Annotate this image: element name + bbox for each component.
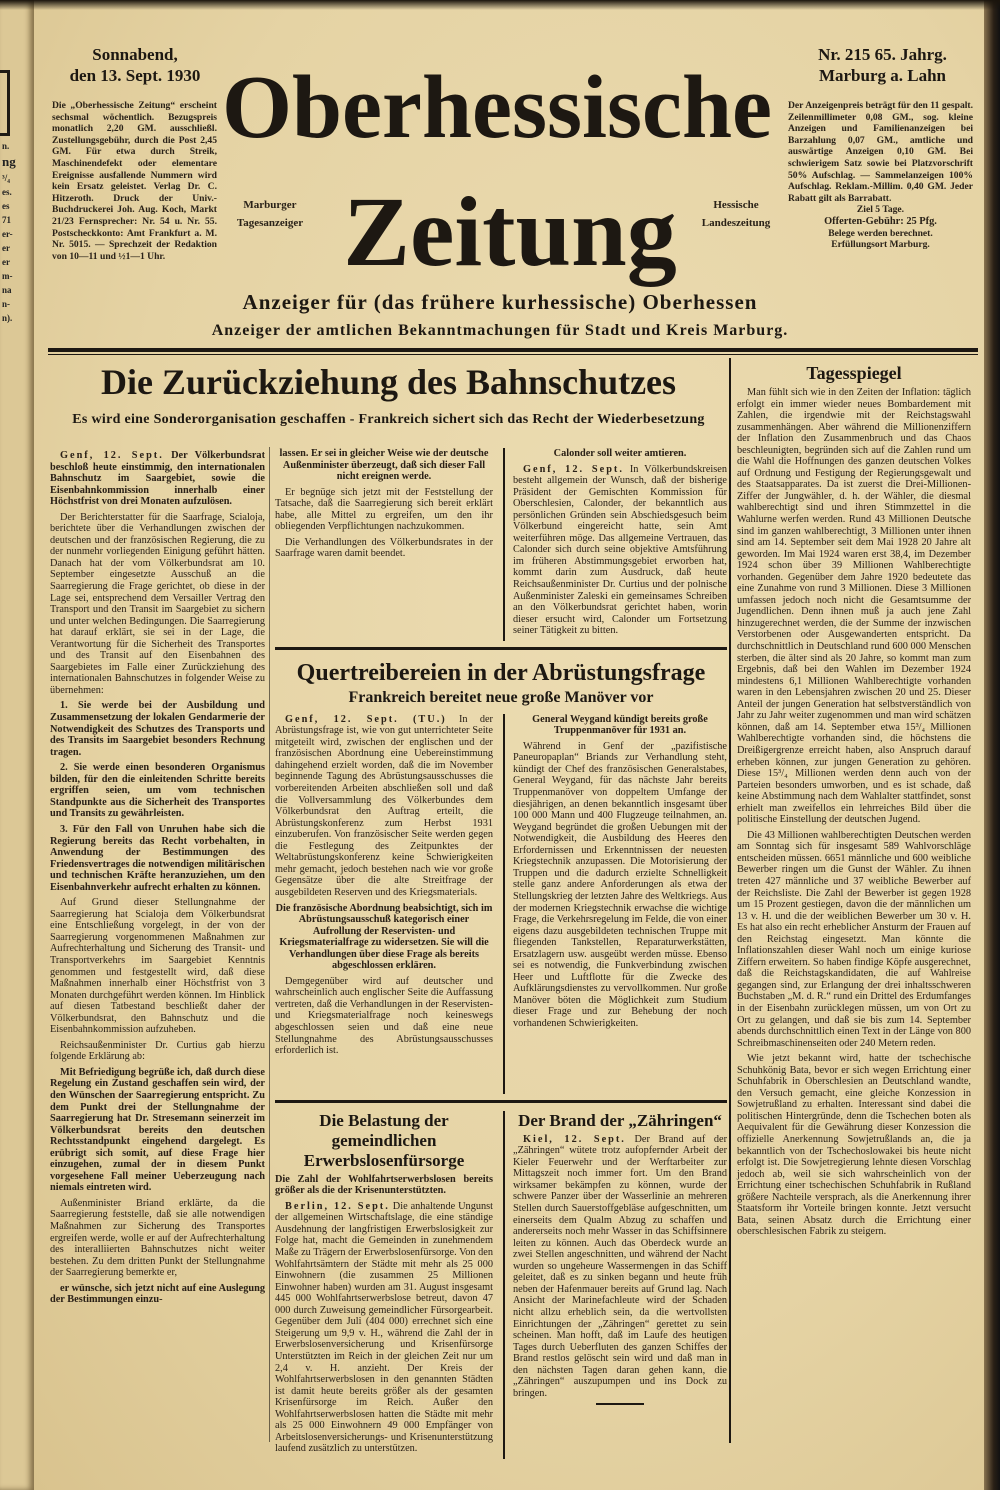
- paragraph: Die anhaltende Ungunst der allgemeinen Wirtschaftslage, die eine ständige Ausdehnung der langfristigen Erwerbslosigkeit zur Folge hat, macht die Gemeinden in zunehmendem Maße zu Trägern der Erwerbslosenfürsorge. Von den Wohlfahrtsämtern der Städte mit mehr als 25 000 Einwohnern (die zusammen 25 Millionen Einwohner haben) wurden am 31. August insgesamt 445 000 Wohlfahrtserwerbslose betreut, davon 47 000 durch Zuweisung gemeindlicher Fürsorgearbeit. Gegenüber dem Juli (404 000) errechnet sich eine Steigerung um 9,9 v. H., während die Zahl der in Erwerbslosenversicherung und Krisenfürsorge Unterstützten im Reich in der gleichen Zeit nur um 2,4 v. H. anzieht. Der Kreis der Wohlfahrtserwerbslosen in den genannten Städten ist damit heute bereits größer als der gesamten Krisenfürsorge im Reich. Außer den Wohlfahrtserwerbslosen hatten die Städte mit mehr als 25 000 Einwohnern 49 000 Empfänger von Arbeitslosenversicherungs- und Krisenunterstützung laufend zusätzlich zu unterstützen.: [275, 1200, 494, 1455]
- label: Marburger: [243, 199, 297, 211]
- welfare-article: [275, 1111, 493, 1459]
- tagesspiegel-headline: Tagesspiegel: [806, 363, 902, 383]
- tagesspiegel-section: [737, 362, 971, 1242]
- edge-fragment: ³/₄: [2, 173, 10, 183]
- section-rule: [275, 1100, 727, 1103]
- paragraph: Der Brand auf der „Zähringen“ wütete trotz aufopfernder Arbeit der Kieler Feuerwehr und der Werftarbeiter zur Mittagszeit noch immer fort. Um den Brand wirksamer bekämpfen zu können, wurde der schwere Panzer über der Wasserlinie an mehreren Stellen durch Sauerstoffgebläse aufgeschnitten, um einerseits dem Qualm Abzug zu schaffen und andererseits noch mehr Wasser in das Schiffsinnere leiten zu können. Auch das Oberdeck wurde an zwei Stellen angeschnitten, und während der Nacht wurden so ungeheure Wassermengen in das Schiff geleitet, daß es zu sinken begann und heute früh neben der Hafenmauer bereits auf Grund lag. Nach Ansicht der Marinefachleute wird der Schaden nicht allzu erheblich sein, da die wertvollsten Einrichtungen der „Zähringen“ gerettet zu sein scheinen. Man hofft, daß im Laufe des heutigen Tages durch Ueberfluten des ganzen Schiffes der Brand restlos gelöscht sein wird und daß man in den nächsten Tagen daran gehen kann, die „Zähringen“ auszupumpen und ins Dock zu bringen.: [513, 1133, 728, 1399]
- issue: Nr. 215 65. Jahrg.: [818, 45, 947, 64]
- paragraph: 3. Für den Fall von Unruhen habe sich die Regierung bereits das Recht vorbehalten, in Anwendung der Bestimmungen des Friedensvertrages die notwendigen militärischen und technischen Kräfte heranzuziehen, um den Eisenbahnverkehr aufrecht erhalten zu können.: [50, 823, 265, 893]
- ad-price-text: Der Anzeigenpreis beträgt für den 11 gespalt. Zeilenmillimeter 0,08 GM., sog. kleine Anzeigen und Familienanzeigen bei Barzahlung 0,07 GM., amtliche und auswärtige Anzeigen 0,10 GM. Bei schwierigem Satz sowie bei Platzvorschrift 50% Aufschlag. — Sammelanzeigen 100% Aufschlag. Reklam.-Millim. 0,40 GM. Jeder Rabatt gilt als Barrabatt.: [788, 100, 973, 204]
- lead-article-column-2: [275, 448, 493, 641]
- center-columns: [275, 448, 727, 1459]
- column-rule: [269, 447, 270, 1442]
- disarmament-subheadline: Frankreich bereitet neue große Manöver vor: [348, 688, 654, 706]
- paragraph: er wünsche, sich jetzt nicht auf eine Auslegung der Bestimmungen einzu-: [50, 1282, 265, 1306]
- edge-fragment: er: [2, 257, 10, 267]
- paragraph: 2. Sie werde einen besonderen Organismus bilden, für den die einleitenden Schritte bereits ergriffen seien, um vom technischen Standpunkte aus die Sicherheit des Transportes und Transits zu gewährleisten.: [50, 762, 265, 820]
- masthead-left-label: [222, 196, 318, 232]
- label: Hessische: [713, 199, 759, 211]
- row-lead-continuation: [275, 448, 727, 641]
- tagesspiegel-column: [737, 387, 971, 1238]
- edge-fragment: es: [2, 201, 10, 211]
- column-rule: [729, 358, 731, 1443]
- label: Tagesanzeiger: [236, 217, 304, 229]
- paragraph: In der Abrüstungsfrage ist, wie von gut unterrichteter Seite mitgeteilt wird, zwischen der englischen und der französischen Abordnung eine Uebereinstimmung dahingehend erzielt worden, daß die im November beginnende Tagung des Abrüstungsausschusses die vorbereitenden Arbeiten abschließen soll und daß die Vollversammlung des Völkerbundes dem Völkerbundsrat den Auftrag erteilt, die Abrüstungskonferenz zum Herbst 1931 einzuberufen. Von französischer Seite werden gegen die Festlegung des Zeitpunktes der Weltabrüstungskonferenz keine Schwierigkeiten mehr gemacht, jedoch bestehen nach wie vor große Gegensätze über die alte Streitfrage der ausgebildeten Reserven und des Kriegsmaterials.: [275, 713, 493, 898]
- edge-fragment: n.: [2, 141, 10, 151]
- ad-place: Erfüllungsort Marburg.: [831, 239, 930, 251]
- issue-date: [50, 44, 220, 86]
- edge-fragment: es.: [2, 187, 12, 197]
- welfare-headline: Die Belastung der gemeindlichen Erwerbslosenfürsorge: [303, 1110, 465, 1170]
- edge-fragment: m-: [2, 271, 13, 281]
- article-headline: Calonder soll weiter amtieren.: [553, 448, 687, 459]
- subtitle-2: Anzeiger der amtlichen Bekanntmachungen für Stadt und Kreis Marburg.: [211, 322, 789, 339]
- edge-fragments: [2, 140, 32, 326]
- paragraph: Demgegenüber wird auf deutscher und wahrscheinlich auch englischer Seite die Auffassung vertreten, daß die Verhandlungen in der Reservisten- und Kriegsmaterialfrage noch keineswegs abgeschlossen seien und daß eine neue Stellungnahme des Abrüstungsausschusses erforderlich ist.: [275, 975, 493, 1057]
- disarmament-column-2: [503, 714, 727, 1094]
- fire-headline: Der Brand der „Zähringen“: [518, 1110, 722, 1130]
- ad-prices: [788, 100, 973, 251]
- paragraph: Die Verhandlungen des Völkerbundsrates in der Saarfrage waren damit beendet.: [275, 536, 493, 560]
- adjacent-page-edge: [0, 0, 34, 1490]
- paragraph: Auf Grund dieser Stellungnahme der Saarregierung hat Scialoja dem Völkerbundsrat eine Entschließung vorgelegt, in der von der Saarregierung vorgenommenen Maßnahmen zur Aufrechterhaltung und Sicherung des Transit- und Transportverkehrs im Saargebiet Kenntnis genommen und festgestellt wird, daß diese Maßnahmen innerhalb einer Höchstfrist von 3 Monaten durchgeführt werden können. Im Hinblick auf diesen Tatbestand beschließt daher der Völkerbundsrat, den Bahnschutz und die Eisenbahnkommission aufzuheben.: [50, 897, 265, 1036]
- dateline: Genf, 12. Sept. (TU.): [285, 713, 447, 725]
- end-rule: [596, 1403, 644, 1405]
- dateline: Kiel, 12. Sept.: [523, 1133, 626, 1145]
- section-rule: [275, 647, 727, 650]
- paragraph: Außenminister Briand erklärte, da die Saarregierung feststelle, daß sie alle notwendigen Maßnahmen zur Sicherung des Transportes ergreifen werde, wolle er auf der Aufrechterhaltung des interalliierten Bahnschutzes nicht weiter bestehen. Zu dem dritten Punkt der Stellungnahme der Saarregierung bemerkte er,: [50, 1197, 265, 1279]
- row-bottom: [275, 1111, 727, 1459]
- paragraph: Man fühlt sich wie in den Zeiten der Inflation: täglich erfolgt ein immer wieder neues Bombardement mit Zahlen, die irgendwie mit der Reichstagswahl zusammenhängen. Aber während die Millionenziffern der Inflation den Zusammenbruch und das Chaos beschleunigten, begründen sich auf die Zahlen rund um die Wahl die Hoffnungen des ganzen deutschen Volkes auf Ordnung und Festigung der Regierungsgewalt und des Staatsapparates. Da ist zuerst die Drei-Millionen-Ziffer der Jungwähler, d. h. der Wähler, die diesmal wahlberechtigt sind und ihren Stimmzettel in die Wahlurne werfen werden. Rund 43 Millionen Deutsche sind im ganzen wahlberechtigt, 3 Millionen unter ihnen sind am 14. September seit dem Mai 1928 20 Jahre alt geworden. Im Mai 1924 waren erst 38,4, im Dezember 1924 schon über 39 Millionen Wahlberechtigte vorhanden. Gegenüber dem Jahre 1920 bedeutete das eine Zunahme von rund 3 Millionen. Diese 3 Millionen umfassen jedoch noch nicht die Gesamtsumme der Jugendlichen. Denn ihnen muß ja auch jene Zahl hinzugerechnet werden, die der Summe der inzwischen Verstorbenen oder Ausgewanderten entspricht. Da durchschnittlich in Deutschland rund 600 000 Menschen sterben, die älter sind als 20 Jahre, so kommt man zum Ergebnis, daß bei den Wahlen im Dezember 1924 mindestens 6,1 Millionen Wahlberechtigte vorhanden waren in den Lebensjahren zwischen 20 und 25. Dieser Anteil der jungen Generation hat selbstverständlich von Jahr zu Jahr weiter zugenommen und man wird schätzen können, daß am 14. September etwa 15³/₄ Millionen Wahlberechtigte vorhanden sind, die höchstens die Dreißigergrenze erreicht haben, also Anspruch darauf erheben können, zur jungen Generation zu gehören. Diese 15³/₄ Millionen werden denn auch von der Parteien besonders umworben, und es ist schade, daß keine Abstimmung nach dem Wahlalter stattfindet, sonst erhielt man zweifellos ein lehrreiches Bild über die politische Einstellung der deutschen Jugend.: [737, 387, 971, 826]
- edge-fragment: n-: [2, 299, 11, 309]
- dateline: Berlin, 12. Sept.: [285, 1200, 390, 1212]
- paragraph: Mit Befriedigung begrüße ich, daß durch diese Regelung ein Zustand geschaffen sein wird, der den Wünschen der Saarregierung entspricht. Zu dem Punkt drei der Stellungnahme der Saarregierung hat Dr. Stresemann seinerzeit im Völkerbundsrat bereits den deutschen Rechtsstandpunkt eingehend dargelegt. Es erübrigt sich somit, auf diese Frage hier einzugehen, zumal der in diesem Punkt vorgesehene Fall meiner Ueberzeugung nach niemals eintreten wird.: [50, 1066, 265, 1194]
- article-subheadline: Die Zahl der Wohlfahrtserwerbslosen bereits größer als die der Krisenunterstützten.: [275, 1173, 493, 1197]
- place: Marburg a. Lahn: [818, 66, 947, 85]
- paragraph: Die französische Abordnung beabsichtigt, sich im Abrüstungsausschuß kategorisch einer Aufrollung der Reservisten- und Kriegsmaterialfrage zu widersetzen. Sie will die Verhandlungen über diese Frage als bereits abgeschlossen erklären.: [275, 902, 493, 972]
- ad-term: Ziel 5 Tage.: [856, 204, 905, 216]
- edge-fragment: 71: [2, 215, 11, 225]
- ad-proofs: Belege werden berechnet.: [828, 227, 933, 239]
- paragraph: 1. Sie werde bei der Ausbildung und Zusammensetzung der lokalen Gendarmerie der Notwendigkeit des Schutzes des Transports und des Transits im Saargebiet besonders Rechnung tragen.: [50, 700, 265, 758]
- disarmament-column-1: [275, 714, 493, 1094]
- paragraph: Der Völkerbundsrat beschloß heute einstimmig, den internationalen Bahnschutz im Saargebiet, sowie die Eisenbahnkommission innerhalb einer Höchstfrist von drei Monaten aufzulösen.: [50, 450, 266, 508]
- article-headline: General Weygand kündigt bereits große Truppenmanöver für 1931 an.: [532, 713, 708, 737]
- date: den 13. Sept. 1930: [69, 66, 201, 85]
- calonder-article: [503, 448, 727, 641]
- top-shadow: [0, 0, 1000, 10]
- fire-article: [503, 1111, 727, 1459]
- issue-number: [790, 44, 975, 86]
- dateline: Genf, 12. Sept.: [523, 463, 624, 475]
- lead-article-column-1: [50, 450, 265, 1310]
- edge-fragment: na: [2, 285, 12, 295]
- edge-fragment: ng: [2, 154, 16, 169]
- paragraph: Wie jetzt bekannt wird, hatte der tschechische Schuhkönig Bata, bevor er sich wegen Errichtung einer Schuhfabrik in Oberschlesien an Deutschland wandte, den Versuch gemacht, eine gleiche Konzession in Sowjetrußland zu erhalten. Interessant sind dabei die politischen Hintergründe, denn die Tschechen boten als Aequivalent für die Gewährung dieser Konzession die offizielle Anerkennung Sowjetrußlands an, die ja bekanntlich von der Tschechoslowakei bis heute nicht erfolgt ist. Die Sowjetregierung lehnte diesen Vorschlag jedoch ab, weil sie sich wahrscheinlich von der Errichtung einer tschechischen Schuhfabrik in Rußland größere Nachteile versprach, als die Anerkennung ihrer Staatsform ihr Vorteile bringen konnte. Jetzt versucht Bata, seinen Absatz durch die Errichtung einer oberschlesischen Fabrik zu steigern.: [737, 1053, 971, 1238]
- label: Landeszeitung: [701, 217, 771, 229]
- paragraph: Er begnüge sich jetzt mit der Feststellung der Tatsache, daß die Saarregierung sich bereit erklärt habe, alle Mittel zu ergreifen, um den ihr obliegenden Verpflichtungen nachzukommen.: [275, 486, 493, 533]
- paragraph: lassen. Er sei in gleicher Weise wie der deutsche Außenminister überzeugt, daß sich dieser Fall nicht ereignen werde.: [279, 448, 489, 483]
- lead-headline: Die Zurückziehung des Bahnschutzes: [100, 362, 677, 402]
- subtitle-1: Anzeiger für (das frühere kurhessische) Oberhessen: [242, 290, 758, 314]
- paragraph: Während in Genf der „pazifistische Paneuropaplan“ Briands zur Verhandlung steht, kündigt der Chef des französischen Generalstabes, General Weygand, für das nächste Jahr bereits Truppenmanöver von doppeltem Umfange der diesjährigen, an denen bekanntlich insgesamt über 100 000 Mann und 400 Flugzeuge teilnahmen, an. Weygand begründet die großen Uebungen mit der Notwendigkeit, die Ausbildung des Heeres den Erfordernissen und Erkenntnissen der neuesten Kriegstechnik anzupassen. Die Motorisierung der Truppen und die dadurch erzielte Schnelligkeit stelle ganz andere Anforderungen als etwa der Stellungskrieg der letzten Jahre des Weltkriegs. Aus der modernen Kriegstechnik erwachse die wichtige Frage, die Verkehrsregelung im Felde, die von einer eigens dazu ausgebildeten technischen Truppe mit fliegenden Tankstellen, Reparaturwerkstätten, Ersatzlagern usw. ausgeübt werden müsse. Ebenso sei es notwendig, die Funkverbindung zwischen Heer und Luftflotte für die Zwecke des Aufklärungsdienstes zu vervollkommen. Nur große Manöver böten die Möglichkeit zum Studium dieser Frage und zur Behebung der noch vorhandenen Schwierigkeiten.: [513, 740, 727, 1029]
- weekday: Sonnabend,: [92, 45, 178, 64]
- paragraph: Reichsaußenminister Dr. Curtius gab hierzu folgende Erklärung ab:: [50, 1039, 265, 1063]
- edge-fragment: er-: [2, 229, 13, 239]
- row-disarmament: [275, 714, 727, 1094]
- dateline: Genf, 12. Sept.: [60, 450, 164, 461]
- masthead-right-label: [690, 196, 782, 232]
- paragraph: In Völkerbundskreisen besteht allgemein der Wunsch, daß der bisherige Präsident der Gemischten Kommission für Oberschlesien, Calonder, der bekanntlich aus persönlichen Gründen sein Abschiedsgesuch beim Völkerbund eingereicht hatte, sein Amt weiterführen möge. Das allgemeine Vertrauen, das Calonder sich durch seine objektive Amtsführung im früheren Abstimmungsgebiet erworben hat, kommt darin zum Ausdruck, daß heute Reichsaußenminister Dr. Curtius und der polnische Außenminister Zaleski ein gemeinsames Schreiben an den Völkerbundsrat gerichtet haben, worin dieser ersucht wird, Calonder um Fortsetzung seiner Tätigkeit zu bitten.: [513, 463, 727, 637]
- ad-fee: Offerten-Gebühr: 25 Pfg.: [824, 215, 937, 227]
- masthead-rule-thin: [48, 354, 978, 355]
- page-edge-shadow: [984, 0, 1000, 1490]
- disarmament-headline: Quertreibereien in der Abrüstungsfrage: [296, 659, 706, 686]
- adjacent-page-box: [0, 70, 10, 136]
- paragraph: Der Berichterstatter für die Saarfrage, Scialoja, berichtete über die Verhandlungen zwischen der deutschen und der französischen Regierung, die zu der nunmehr vorliegenden Einigung geführt hätten. Danach hat der vom Völkerbundsrat am 10. September eingesetzte Ausschuß an die Saarregierung die Frage gerichtet, ob diese in der Lage sei, entsprechend dem Versailler Vertrag den Transport und den Transit im Saargebiet zu sichern und unter welchen Bedingungen. Die Saarregierung hat darauf erklärt, sie sei in der Lage, die Verantwortung für die Sicherheit des Transportes und des Transit auf den Eisenbahnen des Saargebietes im Falle einer Zurückziehung des internationalen Bahnschutzes in folgender Weise zu übernehmen:: [50, 511, 265, 696]
- newspaper-name: Oberhessische: [222, 58, 772, 157]
- publisher-info: Die „Oberhessische Zeitung“ erscheint sechsmal wöchentlich. Bezugspreis monatlich 2,20 GM. ausschließl. Zustellungsgebühr, durch die Post 2,45 GM. Für etwa durch Streik, Maschinendefekt oder elementare Ereignisse ausfallende Nummern wird kein Ersatz geleistet. Verlag Dr. C. Hitzeroth. Druck der Univ.-Buchdruckerei Joh. Aug. Koch, Markt 21/23 Fernsprecher: Nr. 54 u. Nr. 55. Postscheckkonto: Amt Frankfurt a. M. Nr. 5015. — Sprechzeit der Redaktion von 10—11 und ½1—1 Uhr.: [52, 100, 217, 262]
- edge-fragment: n).: [2, 313, 13, 323]
- subheadline-text: Es wird eine Sonderorganisation geschaffen - Frankreich sichert sich das Recht der Wiederbesetzung: [72, 412, 705, 427]
- masthead-rule: [48, 348, 978, 352]
- newspaper-name-2: Zeitung: [343, 176, 677, 287]
- paragraph: Die 43 Millionen wahlberechtigten Deutschen werden am Sonntag sich für insgesamt 589 Wahlvorschläge entscheiden müssen. 6651 männliche und 600 weibliche Bewerber ringen um die Gunst der Wähler. Zu ihnen treten 427 männliche und 37 weibliche Bewerber auf der Reichsliste. Die Zahl der Bewerber ist gegen 1928 um 15 Prozent gestiegen, davon die der männlichen um 13 v. H. und die der weiblichen Bewerber um 30 v. H. Es hat also ein recht erheblicher Ansturm der Frauen auf den Reichstag eingesetzt. Man könnte die Inflationszahlen dieser Wahl noch um einige kuriose Ziffern erweitern. So haben findige Köpfe ausgerechnet, daß die Reichstagskandidaten, die auf Wahlreise gegangen sind, zur Erlangung der drei inhaltsschweren Buchstaben „M. d. R.“ rund ein Drittel des Erdumfanges in der Eisenbahn zurücklegen müssen, um von Ort zu Ort zu gelangen, und daß sie bis zum 14. September abends durchschnittlich einen Text in der Länge von 800 Schreibmaschinenseiten oder 240 Metern reden.: [737, 829, 971, 1049]
- edge-fragment: er: [2, 243, 10, 253]
